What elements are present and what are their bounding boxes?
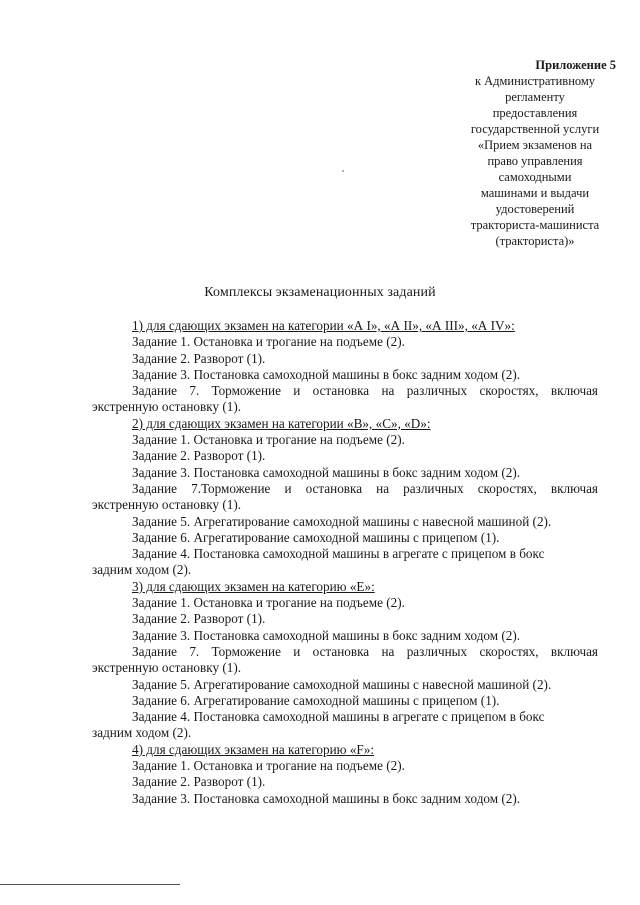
appendix-label: Приложение 5 [535, 58, 616, 72]
header-line: государственной услуги [470, 122, 600, 136]
task-line: Задание 3. Постановка самоходной машины в бокс задним ходом (2). [132, 464, 521, 480]
task-line: Задание 3. Постановка самоходной машины в бокс задним ходом (2). [132, 790, 521, 806]
task-line: Задание 1. Остановка и трогание на подъеме (2). [132, 595, 405, 611]
section-heading: 4) для сдающих экзамен на категорию «F»: [132, 741, 375, 757]
task-line: Задание 2. Разворот (1). [132, 611, 266, 627]
header-line: машинами и выдачи [480, 186, 590, 200]
document-body [92, 318, 598, 807]
task-line: Задание 6. Агрегатирование самоходной машины с прицепом (1). [132, 529, 500, 545]
task-continuation: экстренную остановку (1). [92, 497, 242, 513]
header-line: удостоверений [495, 202, 575, 216]
section-heading: 3) для сдающих экзамен на категорию «Е»: [132, 578, 375, 594]
task-continuation: задним ходом (2). [92, 562, 192, 578]
header-line: «Прием экзаменов на [477, 138, 593, 152]
task-line: Задание 5. Агрегатирование самоходной машины с навесной машиной (2). [132, 513, 552, 529]
task-line: Задание 1. Остановка и трогание на подъеме (2). [132, 432, 405, 448]
header-line: право управления [487, 154, 583, 168]
footer-rule [0, 884, 180, 885]
header-line: тракториста-машиниста [470, 218, 600, 232]
section-heading: 2) для сдающих экзамен на категории «В», «С», «D»: [132, 415, 431, 431]
header-line: регламенту [505, 90, 565, 104]
task-line: Задание 4. Постановка самоходной машины в агрегате с прицепом в бокс [132, 709, 545, 725]
task-line: Задание 7. Торможение и остановка на различных скоростях, включая [132, 383, 598, 399]
task-line: Задание 1. Остановка и трогание на подъеме (2). [132, 334, 405, 350]
scan-speck [342, 170, 344, 172]
task-line: Задание 5. Агрегатирование самоходной машины с навесной машиной (2). [132, 676, 552, 692]
task-line: Задание 4. Постановка самоходной машины в агрегате с прицепом в бокс [132, 546, 545, 562]
task-continuation: экстренную остановку (1). [92, 660, 242, 676]
document-title: Комплексы экзаменационных заданий [204, 285, 436, 300]
task-line: Задание 3. Постановка самоходной машины в бокс задним ходом (2). [132, 627, 521, 643]
task-line: Задание 2. Разворот (1). [132, 448, 266, 464]
header-line: (тракториста)» [495, 234, 575, 248]
task-line: Задание 6. Агрегатирование самоходной машины с прицепом (1). [132, 692, 500, 708]
header-line: к Административному [474, 74, 596, 88]
task-line: Задание 7.Торможение и остановка на различных скоростях, включая [132, 480, 598, 496]
task-continuation: экстренную остановку (1). [92, 399, 242, 415]
task-line: Задание 7. Торможение и остановка на различных скоростях, включая [132, 643, 598, 659]
header-line: предоставления [492, 106, 578, 120]
section-heading: 1) для сдающих экзамен на категории «А I», «А II», «А III», «А IV»: [132, 318, 515, 333]
appendix-header [440, 57, 630, 249]
header-line: самоходными [498, 170, 572, 184]
task-line: Задание 2. Разворот (1). [132, 774, 266, 790]
task-line: Задание 2. Разворот (1). [132, 350, 266, 366]
task-line: Задание 3. Постановка самоходной машины в бокс задним ходом (2). [132, 366, 521, 382]
task-continuation: задним ходом (2). [92, 725, 192, 741]
task-line: Задание 1. Остановка и трогание на подъеме (2). [132, 758, 405, 774]
